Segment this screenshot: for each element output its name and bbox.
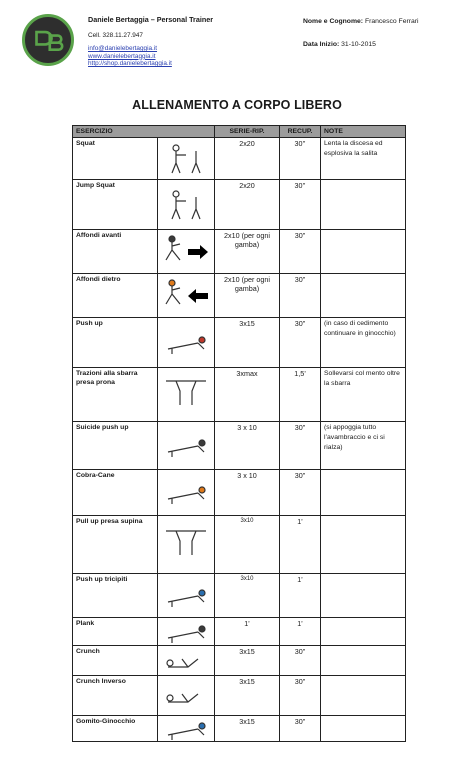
back-lunge-illustration-icon	[158, 275, 214, 317]
push-up-illustration-icon	[158, 319, 214, 367]
exercise-name: Suicide push up	[73, 422, 158, 470]
start-date-label: Data Inizio:	[303, 41, 340, 48]
table-row	[73, 676, 406, 716]
exercise-name: Gomito-Ginocchio	[73, 716, 158, 742]
sets-reps: 3x15	[215, 676, 280, 716]
sets-reps: 2x20	[215, 180, 280, 230]
exercise-illustration	[158, 138, 215, 180]
sets-reps: 3 x 10	[215, 422, 280, 470]
client-info	[303, 18, 419, 64]
rest-time: 1’	[280, 618, 321, 646]
exercise-note	[321, 676, 406, 716]
email-link[interactable]: info@danielebertaggia.it	[88, 45, 158, 53]
exercise-note: (in caso di cedimento continuare in ginocchio)	[321, 318, 406, 368]
website-link[interactable]: www.danielebertaggia.it	[88, 52, 156, 60]
shop-link[interactable]: http://shop.danielebertaggia.it	[88, 60, 172, 68]
exercise-note	[321, 180, 406, 230]
exercise-note: Sollevarsi col mento oltre la sbarra	[321, 368, 406, 422]
exercise-illustration	[158, 516, 215, 574]
rest-time: 30”	[280, 716, 321, 742]
rest-time: 30”	[280, 470, 321, 516]
exercise-note	[321, 618, 406, 646]
sets-reps: 3x10	[215, 516, 280, 574]
table-row	[73, 368, 406, 422]
logo-mark-icon	[25, 17, 71, 63]
sets-reps: 3x15	[215, 716, 280, 742]
rest-time: 30”	[280, 230, 321, 274]
exercise-note	[321, 716, 406, 742]
exercise-name: Pull up presa supina	[73, 516, 158, 574]
jump-squat-illustration-icon	[158, 181, 214, 229]
exercise-note	[321, 470, 406, 516]
sets-reps: 3x15	[215, 318, 280, 368]
workout-table	[72, 125, 406, 742]
exercise-name: Squat	[73, 138, 158, 180]
exercise-illustration	[158, 230, 215, 274]
table-row	[73, 716, 406, 742]
rest-time: 30”	[280, 422, 321, 470]
trainer-phone: Cell. 328.11.27.947	[88, 31, 143, 39]
exercise-illustration	[158, 318, 215, 368]
rest-time: 1’	[280, 516, 321, 574]
exercise-name: Cobra-Cane	[73, 470, 158, 516]
table-row	[73, 574, 406, 618]
exercise-name: Jump Squat	[73, 180, 158, 230]
chin-up-illustration-icon	[158, 517, 214, 573]
exercise-name: Push up tricipiti	[73, 574, 158, 618]
exercise-name: Crunch	[73, 646, 158, 676]
exercise-illustration	[158, 368, 215, 422]
header-sets: SERIE-RIP.	[215, 126, 280, 138]
exercise-note	[321, 574, 406, 618]
exercise-name: Affondi dietro	[73, 274, 158, 318]
elbow-knee-illustration-icon	[158, 717, 214, 741]
table-row	[73, 274, 406, 318]
header-rest: RECUP.	[280, 126, 321, 138]
table-row	[73, 422, 406, 470]
exercise-illustration	[158, 422, 215, 470]
exercise-illustration	[158, 574, 215, 618]
table-row	[73, 138, 406, 180]
sets-reps: 1’	[215, 618, 280, 646]
client-name-value: Francesco Ferrari	[364, 18, 419, 25]
exercise-illustration	[158, 180, 215, 230]
sets-reps: 2x10 (per ogni gamba)	[215, 274, 280, 318]
exercise-note	[321, 230, 406, 274]
suicide-push-up-illustration-icon	[158, 423, 214, 469]
exercise-note	[321, 516, 406, 574]
table-row	[73, 180, 406, 230]
client-name-label: Nome e Cognome:	[303, 18, 364, 25]
exercise-note: Lenta la discesa ed esplosiva la salita	[321, 138, 406, 180]
cobra-dog-illustration-icon	[158, 471, 214, 515]
sets-reps: 2x20	[215, 138, 280, 180]
rest-time: 1’	[280, 574, 321, 618]
rest-time: 30”	[280, 646, 321, 676]
rest-time: 30”	[280, 318, 321, 368]
table-row	[73, 318, 406, 368]
sets-reps: 3x15	[215, 646, 280, 676]
reverse-crunch-illustration-icon	[158, 677, 214, 715]
sets-reps: 3xmax	[215, 368, 280, 422]
sets-reps: 3x10	[215, 574, 280, 618]
table-row	[73, 618, 406, 646]
start-date-value: 31-10-2015	[341, 41, 376, 48]
exercise-illustration	[158, 274, 215, 318]
triceps-push-up-illustration-icon	[158, 575, 214, 617]
exercise-name: Crunch Inverso	[73, 676, 158, 716]
trainer-name: Daniele Bertaggia – Personal Trainer	[88, 15, 214, 24]
exercise-illustration	[158, 618, 215, 646]
exercise-note	[321, 646, 406, 676]
forward-lunge-illustration-icon	[158, 231, 214, 273]
exercise-note	[321, 274, 406, 318]
exercise-name: Plank	[73, 618, 158, 646]
header-notes: NOTE	[321, 126, 406, 138]
exercise-illustration	[158, 716, 215, 742]
sets-reps: 3 x 10	[215, 470, 280, 516]
table-row	[73, 516, 406, 574]
table-header-row	[73, 126, 406, 138]
rest-time: 30’’	[280, 138, 321, 180]
trainer-logo	[22, 14, 74, 66]
exercise-name: Push up	[73, 318, 158, 368]
table-row	[73, 230, 406, 274]
squat-illustration-icon	[158, 139, 214, 179]
table-row	[73, 646, 406, 676]
exercise-illustration	[158, 676, 215, 716]
plank-illustration-icon	[158, 619, 214, 645]
exercise-name: Trazioni alla sbarra presa prona	[73, 368, 158, 422]
exercise-illustration	[158, 470, 215, 516]
exercise-illustration	[158, 646, 215, 676]
rest-time: 30’’	[280, 180, 321, 230]
rest-time: 1,5’	[280, 368, 321, 422]
rest-time: 30”	[280, 274, 321, 318]
trainer-contact-block	[88, 16, 213, 68]
exercise-name: Affondi avanti	[73, 230, 158, 274]
rest-time: 30”	[280, 676, 321, 716]
header-exercise: ESERCIZIO	[73, 126, 215, 138]
exercise-note: (si appoggia tutto l’avambraccio e ci si rialza)	[321, 422, 406, 470]
page-title: ALLENAMENTO A CORPO LIBERO	[132, 98, 342, 112]
sets-reps: 2x10 (per ogni gamba)	[215, 230, 280, 274]
table-row	[73, 470, 406, 516]
crunch-illustration-icon	[158, 647, 214, 675]
pull-up-illustration-icon	[158, 369, 214, 421]
